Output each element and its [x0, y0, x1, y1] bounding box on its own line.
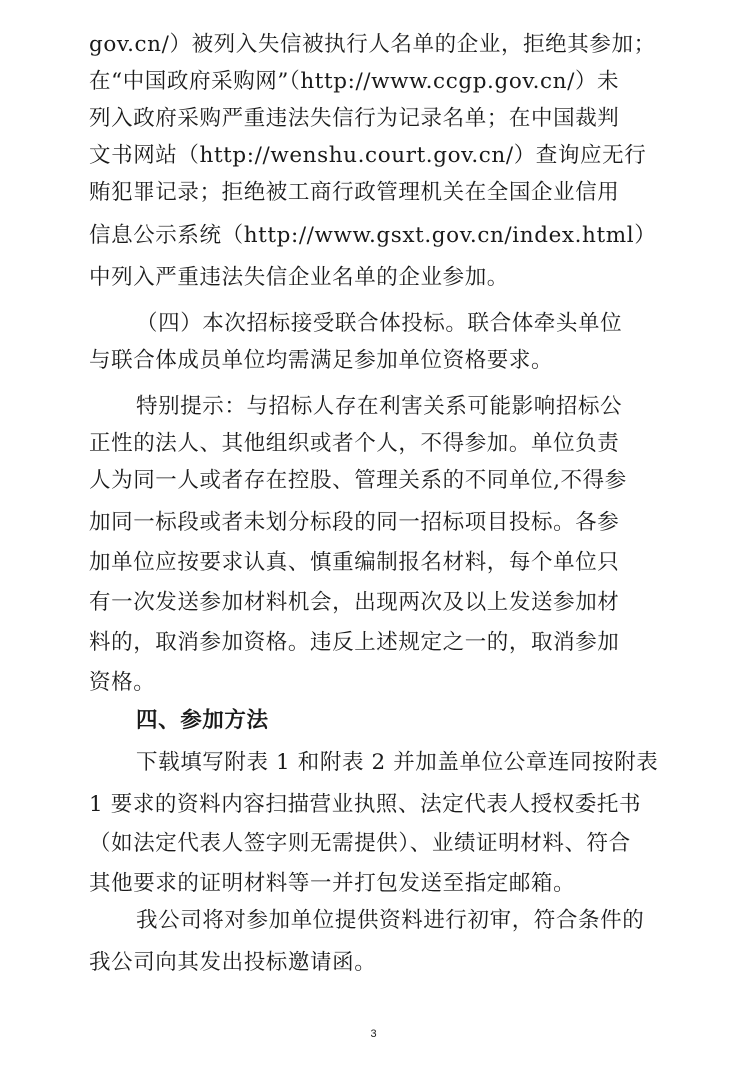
- text-line: 加同一标段或者未划分标段的同一招标项目投标。各参: [89, 510, 620, 535]
- text-line: 加单位应按要求认真、慎重编制报名材料，每个单位只: [89, 550, 620, 575]
- text-line: 资格。: [89, 670, 156, 695]
- section-four-paragraph: （四）本次招标接受联合体投标。联合体牵头单位: [136, 311, 623, 336]
- text-line: 在“中国政府采购网”（http://www.ccgp.gov.cn/）未: [89, 69, 620, 94]
- review-paragraph: 我公司将对参加单位提供资料进行初审，符合条件的: [136, 908, 645, 933]
- text-line: 列入政府采购严重违法失信行为记录名单；在中国裁判: [89, 106, 620, 131]
- text-line: 信息公示系统（http://www.gsxt.gov.cn/index.html）: [89, 223, 657, 248]
- text-line: 人为同一人或者存在控股、管理关系的不同单位,不得参: [89, 468, 627, 493]
- text-line: 文书网站（http://wenshu.court.gov.cn/）查询应无行: [89, 143, 647, 168]
- text-line: 正性的法人、其他组织或者个人，不得参加。单位负责: [89, 431, 620, 456]
- special-notice-paragraph: 特别提示：与招标人存在利害关系可能影响招标公: [136, 394, 623, 419]
- text-line: 1 要求的资料内容扫描营业执照、法定代表人授权委托书: [89, 792, 642, 817]
- section-heading: 四、参加方法: [136, 708, 269, 733]
- text-line: （如法定代表人签字则无需提供）、业绩证明材料、符合: [89, 831, 631, 856]
- method-paragraph: 下载填写附表 1 和附表 2 并加盖单位公章连同按附表: [136, 750, 659, 775]
- text-line: 与联合体成员单位均需满足参加单位资格要求。: [89, 348, 554, 373]
- text-line: 中列入严重违法失信企业名单的企业参加。: [89, 265, 509, 290]
- page-number: 3: [370, 1028, 377, 1040]
- text-line: 贿犯罪记录；拒绝被工商行政管理机关在全国企业信用: [89, 180, 620, 205]
- text-line: 我公司向其发出投标邀请函。: [89, 950, 377, 975]
- text-line: 料的，取消参加资格。违反上述规定之一的，取消参加: [89, 630, 620, 655]
- text-line: 有一次发送参加材料机会，出现两次及以上发送参加材: [89, 590, 620, 615]
- text-line: gov.cn/）被列入失信被执行人名单的企业，拒绝其参加；: [89, 32, 656, 57]
- text-line: 其他要求的证明材料等一并打包发送至指定邮箱。: [89, 871, 576, 896]
